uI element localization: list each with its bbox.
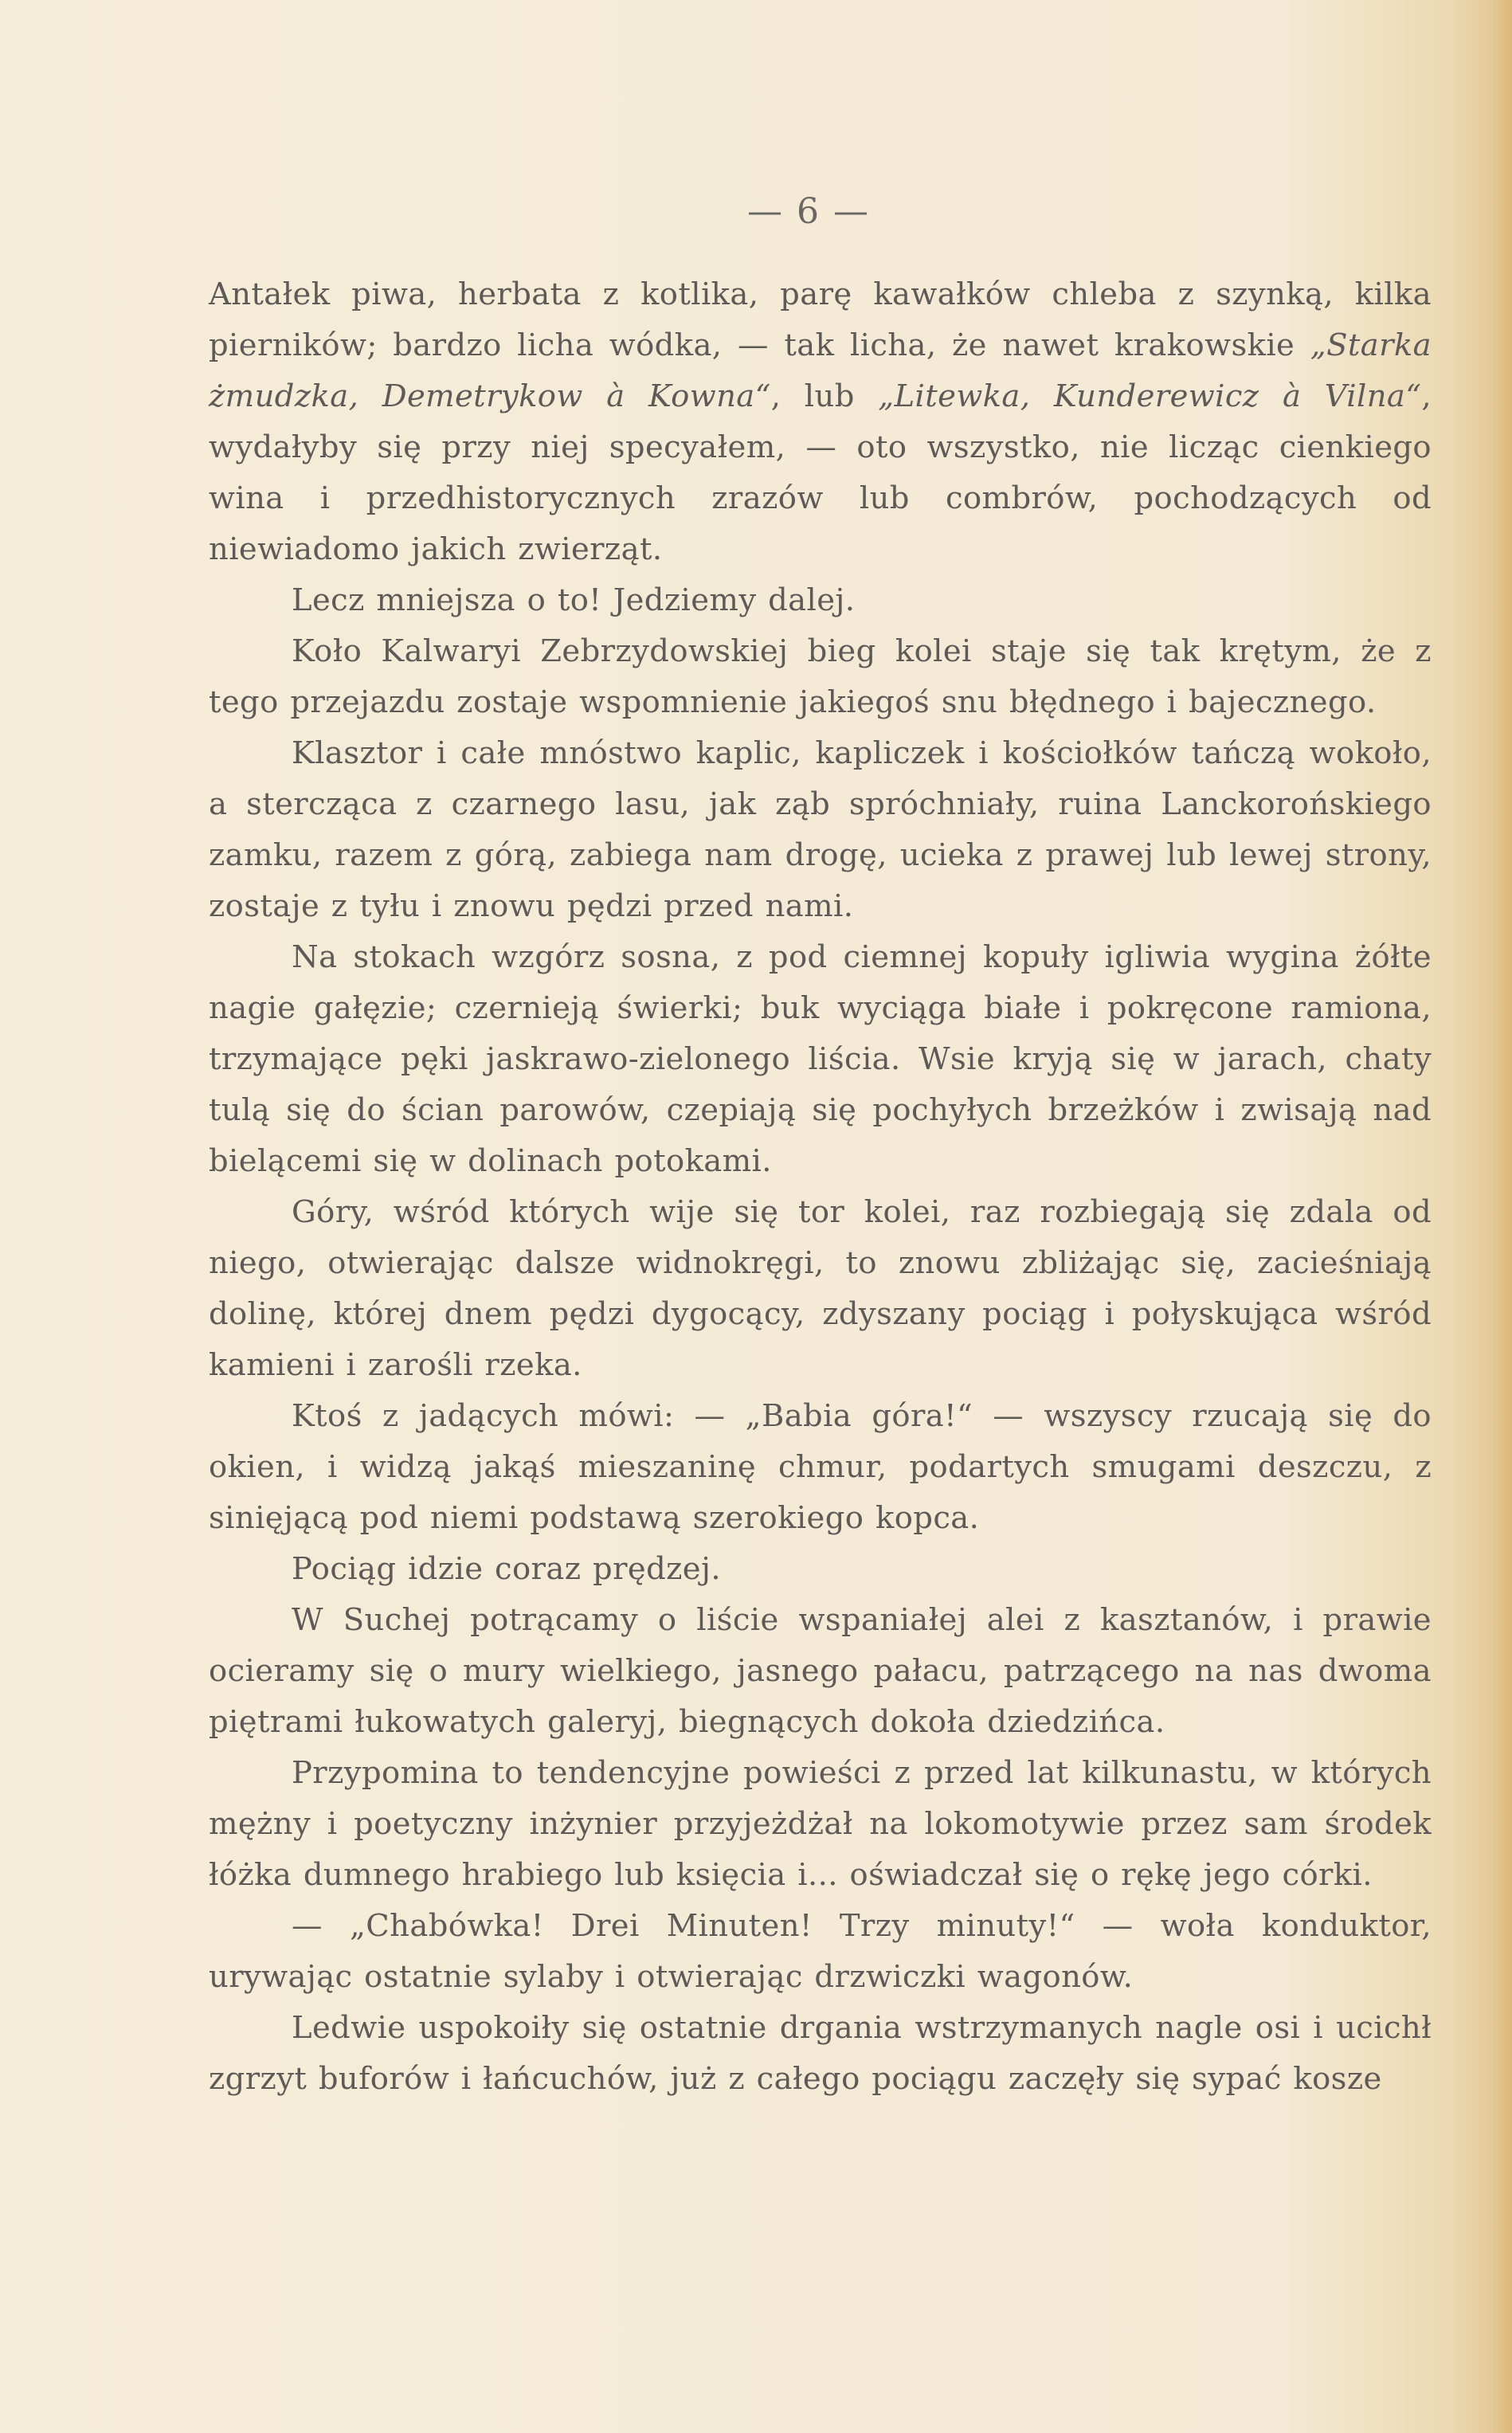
paragraph-klasztor: Klasztor i całe mnóstwo kaplic, kapliczek i kościołków tańczą wokoło, a stercząca z czarnego lasu, jak ząb spróchniały, ruina Lanckorońskiego zamku, razem z górą, zabiega nam drogę, ucieka z prawej lub lewej strony, zostaje z tyłu i znowu pędzi przed nami. — [209, 735, 1432, 924]
paragraph-lecz: Lecz mniejsza o to! Jedziemy dalej. — [292, 582, 856, 618]
paragraph-ktos: Ktoś z jadących mówi: — „Babia góra!“ — wszyscy rzucają się do okien, i widzą jakąś mieszaninę chmur, podartych smugami deszczu, z sinięjącą pod niemi podstawą szerokiego kopca. — [209, 1398, 1432, 1536]
page-edge-shadow — [1491, 0, 1512, 2433]
text-segment: , lub — [770, 378, 879, 414]
paragraph-na-stokach: Na stokach wzgórz sosna, z pod ciemnej kopuły igliwia wygina żółte nagie gałęzie; czernieją świerki; buk wyciąga białe i pokręcone ramiona, trzymające pęki jaskrawo-zielonego liścia. Wsie kryją się w jarach, chaty tulą się do ścian parowów, czepiają się pochyłych brzeżków i zwisają nad bielącemi się w dolinach potokami. — [209, 939, 1432, 1179]
text-segment: , wydałyby się przy niej specyałem, — oto wszystko, nie licząc cienkiego wina i przedhistorycznych zrazów lub combrów, pochodzących od niewiadomo jakich zwierząt. — [209, 378, 1432, 567]
paragraph-w-suchej: W Suchej potrącamy o liście wspaniałej alei z kasztanów, i prawie ocieramy się o mury wielkiego, jasnego pałacu, patrzącego na nas dwoma piętrami łukowatych galeryj, biegnących dokoła dziedzińca. — [209, 1602, 1432, 1740]
page-text — [209, 269, 1432, 2105]
paragraph-gory: Góry, wśród których wije się tor kolei, raz rozbiegają się zdala od niego, otwierając dalsze widnokręgi, to znowu zbliżając się, zacieśniają dolinę, której dnem pędzi dygocący, zdyszany pociąg i połyskująca wśród kamieni i zarośli rzeka. — [209, 1194, 1432, 1383]
paragraph-antalek — [209, 269, 1432, 575]
paragraph-pociag: Pociąg idzie coraz prędzej. — [292, 1551, 721, 1587]
page-number: — 6 — — [747, 191, 870, 232]
paragraph-przypomina: Przypomina to tendencyjne powieści z przed lat kilkunastu, w których mężny i poetyczny inżynier przyjeżdżał na lokomotywie przez sam środek łóżka dumnego hrabiego lub księcia i... oświadczał się o rękę jego córki. — [209, 1755, 1432, 1893]
paragraph-kolo: Koło Kalwaryi Zebrzydowskiej bieg kolei staje się tak krętym, że z tego przejazdu zostaje wspomnienie jakiegoś snu błędnego i bajecznego. — [209, 633, 1432, 720]
italic-segment: „Litewka, Kunderewicz à Vilna“ — [878, 378, 1422, 414]
italic-segment: „Starka żmudzka, Demetrykow à Kowna“ — [209, 327, 1432, 414]
paragraph-chabowka: — „Chabówka! Drei Minuten! Trzy minuty!“ — woła konduktor, urywając ostatnie sylaby i otwierając drzwiczki wagonów. — [209, 1908, 1432, 1995]
text-segment: Antałek piwa, herbata z kotlika, parę kawałków chleba z szynką, kilka pierników; bardzo licha wódka, — tak licha, że nawet krakowskie — [209, 276, 1432, 363]
paragraph-ledwie: Ledwie uspokoiły się ostatnie drgania wstrzymanych nagle osi i ucichł zgrzyt buforów i łańcuchów, już z całego pociągu zaczęły się sypać kosze — [209, 2010, 1432, 2097]
